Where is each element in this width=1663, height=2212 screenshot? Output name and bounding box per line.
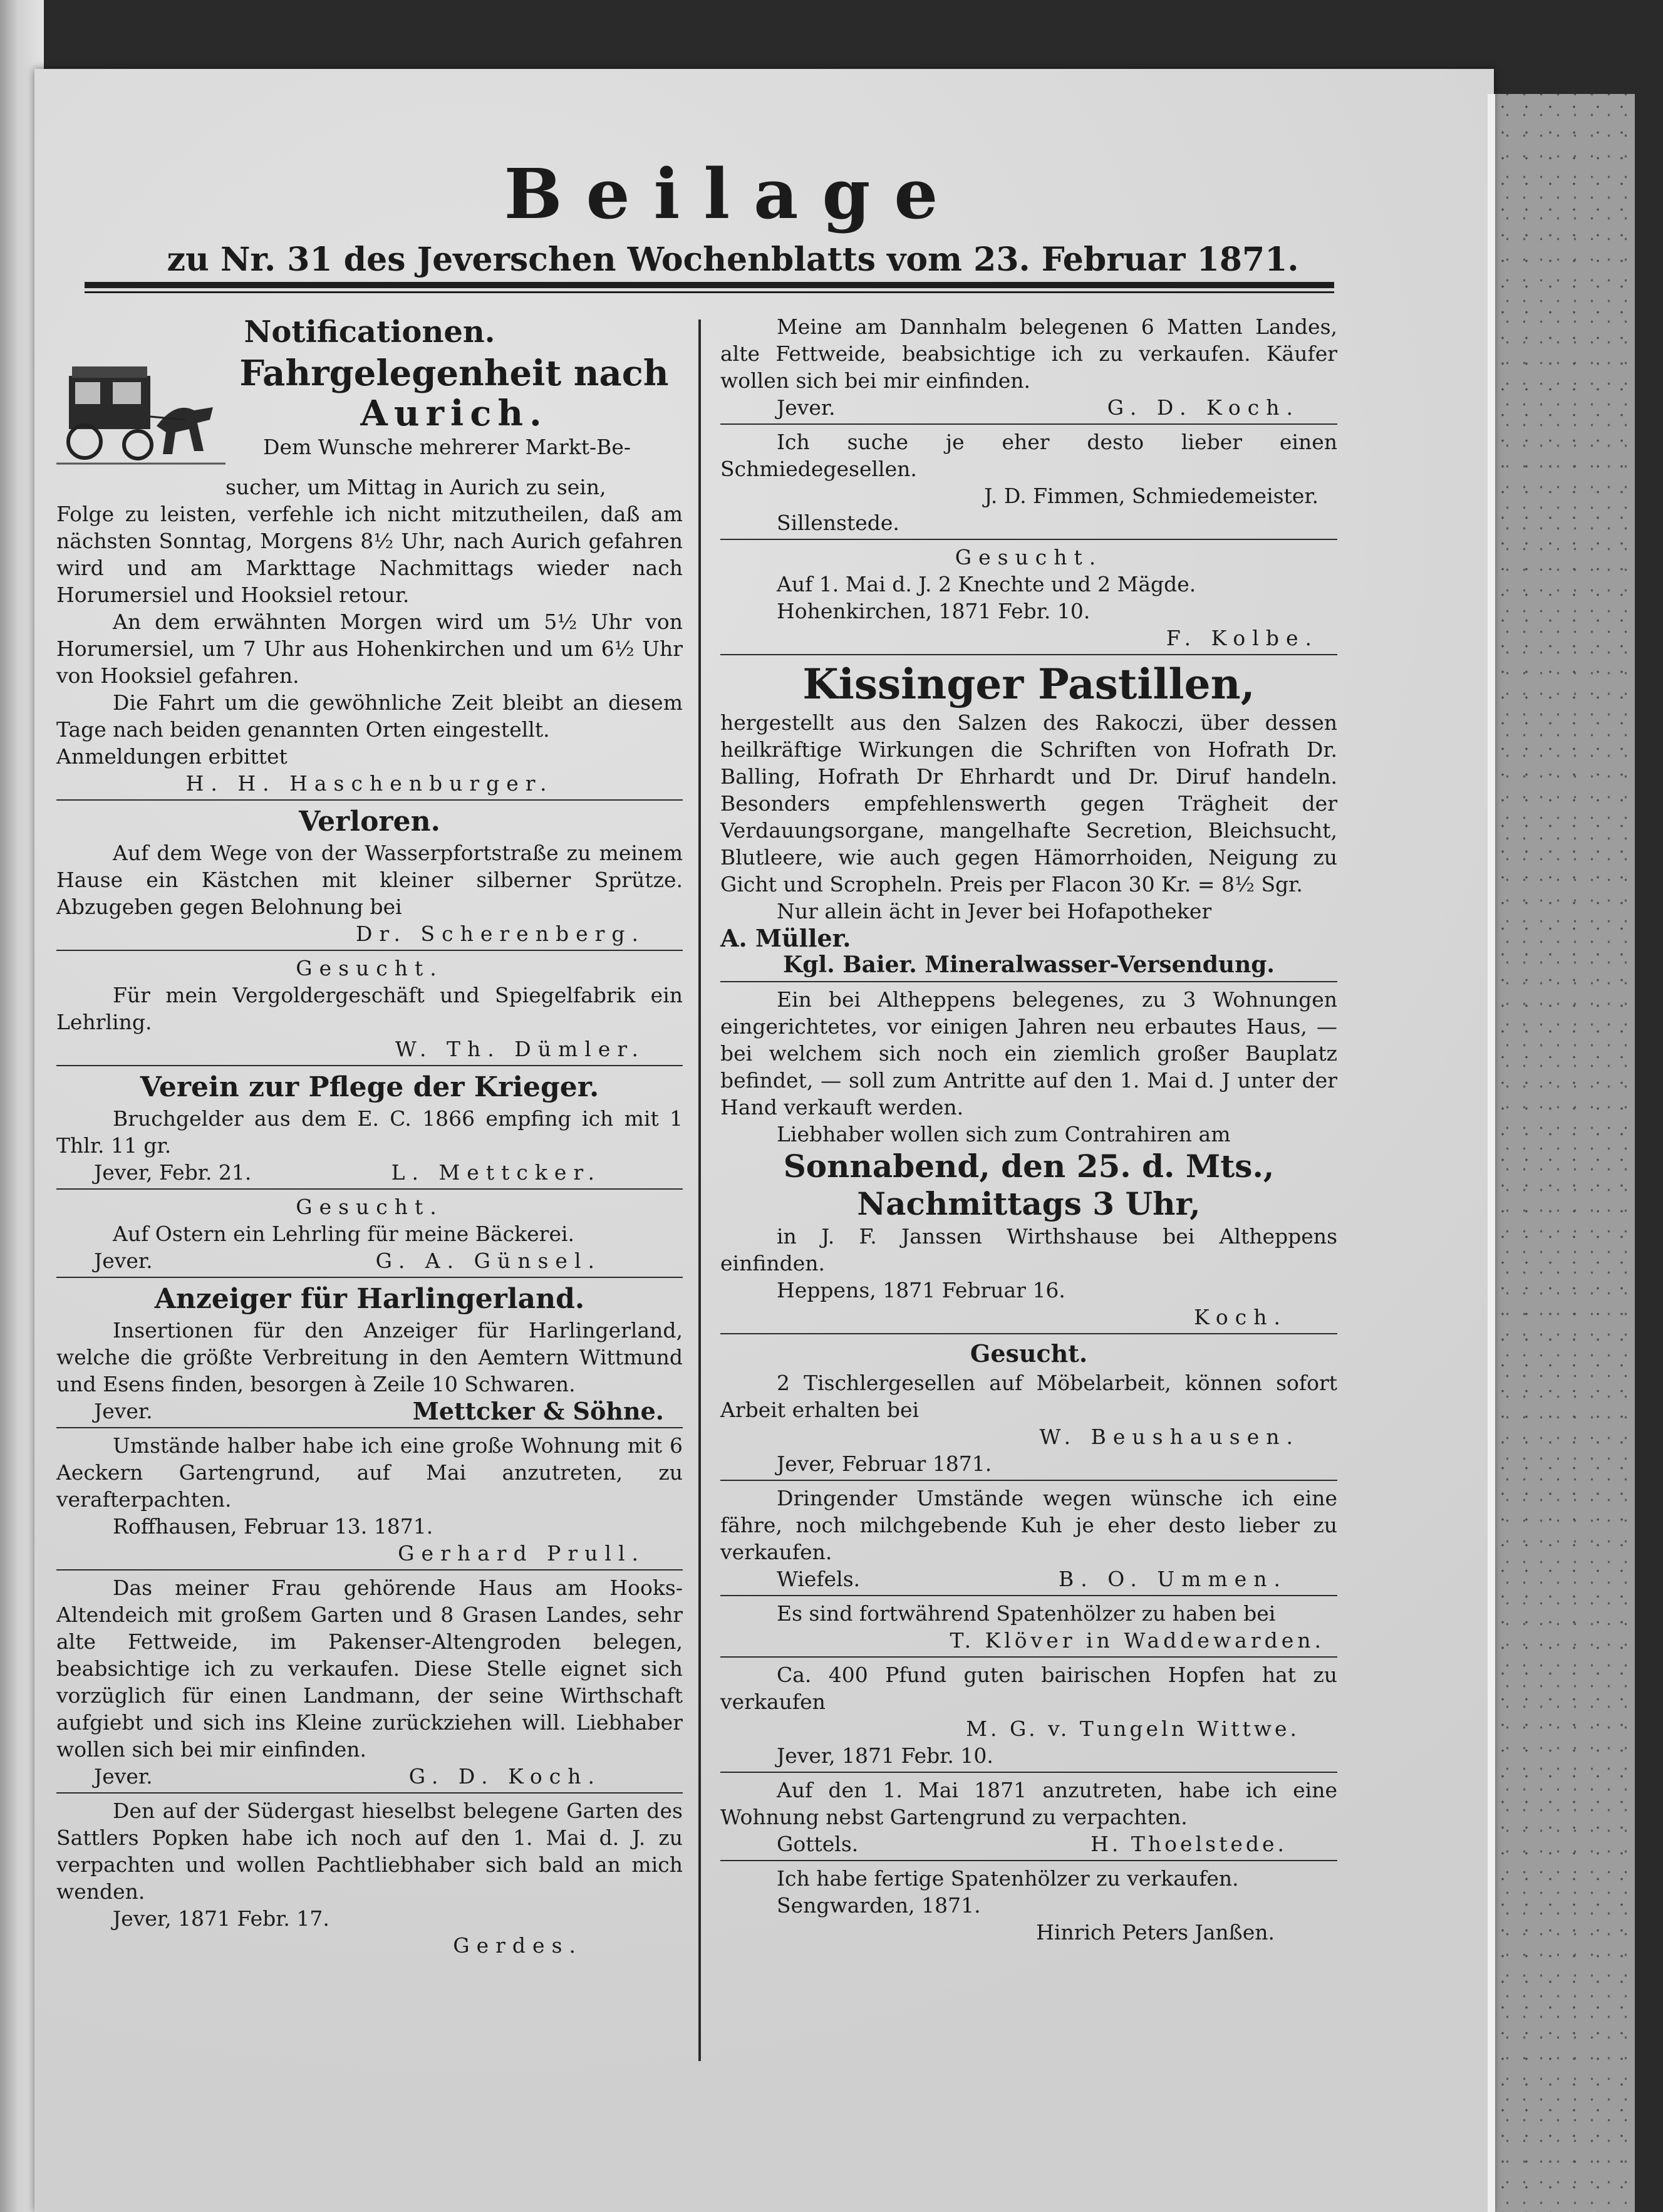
masthead-subtitle: zu Nr. 31 des Jeverschen Wochenblatts vom 23. Februar 1871.: [167, 241, 1299, 279]
separator: [56, 1792, 683, 1794]
heppens-place: Heppens, 1871 Februar 16.: [777, 1278, 1065, 1302]
verloren-signature: Dr. Scherenberg.: [355, 922, 645, 946]
speckled-endpaper: [1491, 94, 1635, 2212]
haus-footer: [56, 1763, 683, 1790]
masthead-rule-thin: [85, 291, 1334, 293]
gesucht3-place: Hohenkirchen, 1871 Febr. 10.: [777, 599, 1091, 623]
fahrgelegenheit-fahrt: Die Fahrt um die gewöhnliche Zeit bleibt an diesem Tage nach beiden genannten Orten eingestellt.: [56, 690, 683, 742]
heppens-invitation: Liebhaber wollen sich zum Contrahiren am: [777, 1122, 1231, 1146]
verein-text: Bruchgelder aus dem E. C. 1866 empfing ich mit 1 Thlr. 11 gr.: [56, 1106, 683, 1158]
masthead-title: Beilage: [504, 153, 962, 234]
verein-footer: [56, 1159, 683, 1186]
heppens-time: Nachmittags 3 Uhr,: [857, 1185, 1201, 1222]
separator: [56, 1569, 683, 1571]
gesucht4-text: 2 Tischlergesellen auf Möbelarbeit, können sofort Arbeit erhalten bei: [720, 1371, 1337, 1422]
gesucht-signature: W. Th. Dümler.: [395, 1037, 645, 1061]
fahrgelegenheit-heading-line2: Aurich.: [360, 393, 548, 434]
wohnung-text: Umstände halber habe ich eine große Wohnung mit 6 Aeckern Gartengrund, auf Mai anzutreten, zu verafterpachten.: [56, 1433, 683, 1512]
separator: [720, 1860, 1337, 1861]
kuh-place: Wiefels.: [777, 1567, 861, 1591]
hopfen-text: Ca. 400 Pfund guten bairischen Hopfen hat zu verkaufen: [720, 1663, 1337, 1714]
fahrgelegenheit-notice: [56, 351, 683, 476]
verloren-heading: Verloren.: [299, 806, 440, 838]
schmied-signature: J. D. Fimmen, Schmiedemeister.: [984, 484, 1318, 508]
verloren-text: Auf dem Wege von der Wasserpfortstraße zu meinem Hause ein Kästchen mit kleiner silberner Sprütze. Abzugeben gegen Belohnung bei: [56, 841, 683, 919]
masthead-rule-thick: [85, 282, 1334, 288]
land-footer: [720, 394, 1337, 421]
notifications-heading: Notificationen.: [244, 314, 495, 350]
fahrgelegenheit-heading: [225, 351, 683, 476]
kissinger-signature: A. Müller.: [720, 924, 851, 952]
wohnung2-text: Auf den 1. Mai 1871 anzutreten, habe ich eine Wohnung nebst Gartengrund zu verpachten.: [720, 1778, 1337, 1829]
hopfen-place: Jever, 1871 Febr. 10.: [777, 1743, 993, 1768]
gesucht3-signature: F. Kolbe.: [1166, 626, 1318, 650]
haus-place: Jever.: [94, 1764, 153, 1789]
schmied-place: Sillenstede.: [777, 511, 899, 535]
left-column: [56, 313, 683, 1959]
separator: [720, 981, 1337, 982]
fahrgelegenheit-anmeldung: Anmeldungen erbittet: [56, 744, 288, 769]
separator: [56, 1065, 683, 1066]
gesucht3-heading: Gesucht.: [955, 545, 1103, 569]
separator: [56, 1188, 683, 1190]
fahrgelegenheit-intro-b: sucher, um Mittag in Aurich zu sein,: [225, 475, 606, 499]
anzeiger-footer: [56, 1398, 683, 1425]
garten-place: Jever, 1871 Febr. 17.: [113, 1906, 329, 1931]
garten-text: Den auf der Südergast hieselbst belegene Garten des Sattlers Popken habe ich noch auf den 1. Mai d. J. zu verpachten und wollen Pachtliebhaber sich bald an mich wenden.: [56, 1799, 683, 1904]
column-divider: [698, 319, 701, 2061]
verein-signature: L. Mettcker.: [391, 1160, 601, 1185]
spaten2-signature: Hinrich Peters Janßen.: [1036, 1920, 1275, 1945]
kissinger-text: hergestellt aus den Salzen des Rakoczi, über dessen heilkräftige Wirkungen die Schriften von Hofrath Dr. Balling, Hofrath Dr Ehrhardt und Dr. Diruf handeln. Besonders empfehlenswerth gegen Trägheit der Verdauungsorgane, mangelhafte Secretion, Bleichsucht, Blutleere, wie auch gegen Hämorrhoiden, Neigung zu Gicht und Scropheln. Preis per Flacon 30 Kr. = 8½ Sgr.: [720, 710, 1337, 896]
spaten1-text: Es sind fortwährend Spatenhölzer zu haben bei: [777, 1601, 1276, 1626]
separator: [720, 539, 1337, 540]
separator: [720, 423, 1337, 425]
heppens-location: in J. F. Janssen Wirthshause bei Altheppens einfinden.: [720, 1224, 1337, 1275]
spaten1-signature: T. Klöver in Waddewarden.: [950, 1628, 1325, 1653]
gesucht3-text: Auf 1. Mai d. J. 2 Knechte und 2 Mägde.: [777, 572, 1196, 596]
separator: [56, 1277, 683, 1278]
fahrgelegenheit-intro-a: Dem Wunsche mehrerer Markt-Be-: [263, 435, 631, 459]
verein-place: Jever, Febr. 21.: [94, 1160, 252, 1185]
gesucht-heading: Gesucht.: [296, 956, 443, 980]
wohnung2-place: Gottels.: [777, 1832, 859, 1856]
haus-signature: G. D. Koch.: [408, 1764, 601, 1789]
gesucht2-place: Jever.: [94, 1249, 153, 1273]
separator: [56, 799, 683, 801]
separator: [720, 1772, 1337, 1773]
heppens-date: Sonnabend, den 25. d. Mts.,: [783, 1148, 1275, 1185]
separator: [720, 1333, 1337, 1334]
kissinger-availability: Nur allein ächt in Jever bei Hofapotheker: [777, 899, 1212, 923]
right-column: [720, 313, 1337, 1946]
land-text: Meine am Dannhalm belegenen 6 Matten Landes, alte Fettweide, beabsichtige ich zu verkaufen. Käufer wollen sich bei mir einfinden.: [720, 314, 1337, 393]
anzeiger-place: Jever.: [94, 1399, 153, 1423]
land-signature: G. D. Koch.: [1107, 395, 1300, 420]
gesucht4-signature: W. Beushausen.: [1039, 1425, 1300, 1449]
separator: [56, 950, 683, 951]
separator: [720, 1656, 1337, 1658]
gesucht2-signature: G. A. Günsel.: [375, 1249, 601, 1273]
spaten2-text: Ich habe fertige Spatenhölzer zu verkaufen.: [777, 1866, 1239, 1891]
fahrgelegenheit-heading-line1: Fahrgelegenheit nach: [239, 353, 669, 394]
stagecoach-icon: [56, 351, 225, 476]
separator: [720, 654, 1337, 655]
gesucht2-footer: [56, 1247, 683, 1274]
fahrgelegenheit-text: Folge zu leisten, verfehle ich nicht mitzutheilen, daß am nächsten Sonntag, Morgens 8½ Uhr, nach Aurich gefahren wird und am Markttage Nachmittags wieder nach Horumersiel und Hooksiel retour.: [56, 502, 683, 607]
fahrgelegenheit-signature: H. H. Haschenburger.: [185, 771, 554, 796]
separator: [720, 1480, 1337, 1481]
gesucht-text: Für mein Vergoldergeschäft und Spiegelfabrik ein Lehrling.: [56, 983, 683, 1034]
land-place: Jever.: [777, 395, 836, 420]
fahrgelegenheit-times: An dem erwähnten Morgen wird um 5½ Uhr von Horumersiel, um 7 Uhr aus Hohenkirchen und um 6½ Uhr von Hooksiel gefahren.: [56, 610, 683, 688]
haus-text: Das meiner Frau gehörende Haus am Hooks-Altendeich mit großem Garten und 8 Grasen Landes, sehr alte Fettweide, im Pakenser-Altengroden belegen, beabsichtige ich zu verkaufen. Diese Stelle eignet sich vorzüglich für einen Landmann, der seine Wirthschaft aufgiebt und sich ins Kleine zurückziehen will. Liebhaber wollen sich bei mir einfinden.: [56, 1576, 683, 1762]
kuh-signature: B. O. Ummen.: [1059, 1567, 1287, 1591]
gesucht4-heading: Gesucht.: [970, 1339, 1088, 1368]
hopfen-signature: M. G. v. Tungeln Wittwe.: [966, 1716, 1300, 1741]
gesucht2-heading: Gesucht.: [296, 1195, 443, 1219]
spaten2-place: Sengwarden, 1871.: [777, 1893, 981, 1918]
separator: [720, 1595, 1337, 1596]
gesucht4-place: Jever, Februar 1871.: [777, 1451, 992, 1476]
kuh-text: Dringender Umstände wegen wünsche ich eine fähre, noch milchgebende Kuh je eher desto lieber zu verkaufen.: [720, 1486, 1337, 1564]
heppens-text: Ein bei Altheppens belegenes, zu 3 Wohnungen eingerichtetes, vor einigen Jahren neu erbautes Haus, — bei welchem sich noch ein ziemlich großer Bauplatz befindet, — soll zum Antritte auf den 1. Mai d. J unter der Hand verkauft werden.: [720, 987, 1337, 1119]
wohnung-place: Roffhausen, Februar 13. 1871.: [113, 1514, 433, 1539]
anzeiger-heading: Anzeiger für Harlingerland.: [154, 1283, 585, 1315]
heppens-signature: Koch.: [1194, 1305, 1287, 1329]
wohnung2-signature: H. Thoelstede.: [1091, 1832, 1287, 1856]
wohnung2-footer: [720, 1830, 1337, 1857]
anzeiger-text: Insertionen für den Anzeiger für Harlingerland, welche die größte Verbreitung in den Aemtern Wittmund und Esens finden, besorgen à Zeile 10 Schwaren.: [56, 1318, 683, 1396]
page-edge: [1488, 94, 1495, 2212]
schmied-text: Ich suche je eher desto lieber einen Schmiedegesellen.: [720, 430, 1337, 481]
masthead: [75, 153, 1391, 282]
wohnung-signature: Gerhard Prull.: [398, 1541, 645, 1566]
gesucht2-text: Auf Ostern ein Lehrling für meine Bäckerei.: [113, 1222, 575, 1246]
kissinger-subline: Kgl. Baier. Mineralwasser-Versendung.: [783, 952, 1275, 978]
verein-heading: Verein zur Pflege der Krieger.: [140, 1071, 599, 1103]
kuh-footer: [720, 1566, 1337, 1592]
anzeiger-signature: Mettcker & Söhne.: [412, 1397, 664, 1425]
separator: [56, 1427, 683, 1428]
garten-signature: Gerdes.: [453, 1933, 583, 1958]
kissinger-heading: Kissinger Pastillen,: [802, 660, 1255, 709]
